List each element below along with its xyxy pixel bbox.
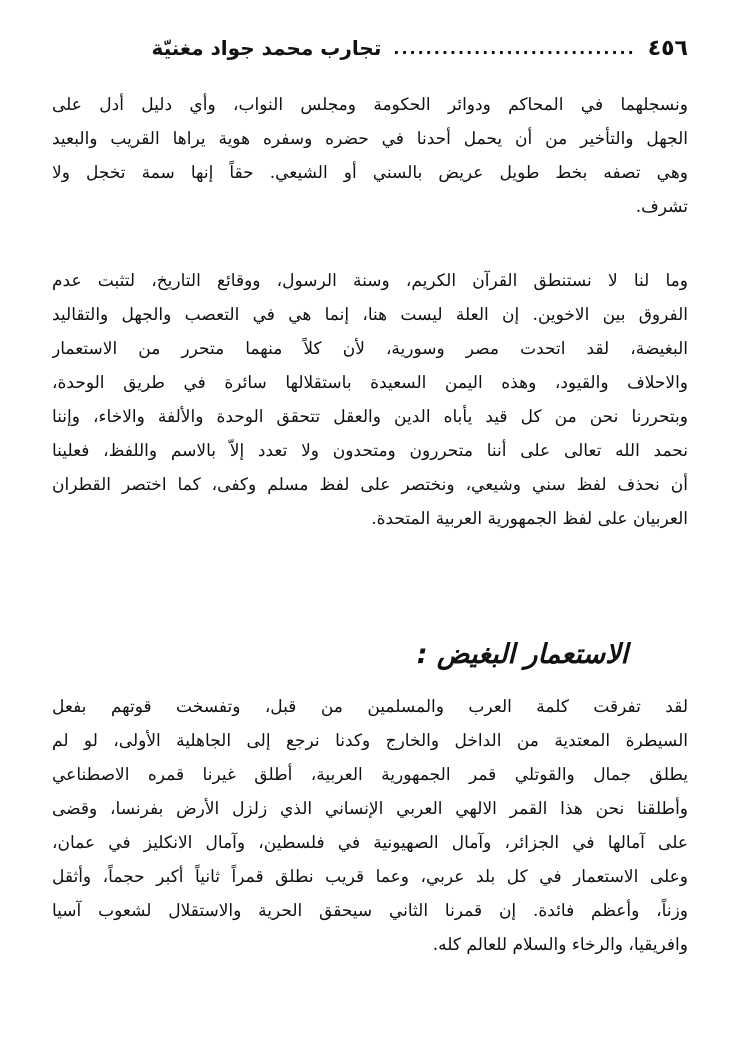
text-line: الفروق بين الاخوين. إن العلة ليست هنا، إنما هي في التعصب والجهل والتقاليد <box>52 305 688 325</box>
text-line: على آمالها في الجزائر، وآمال الصهيونية في فلسطين، وآمال الانكليز في عمان، <box>52 833 688 853</box>
paragraph-2 <box>52 264 688 536</box>
text-line: والاحلاف والقيود، وهذه اليمن السعيدة باستقلالها سائرة في طريق الوحدة، <box>52 373 688 393</box>
text-line: وزناً، وأعظم فائدة. إن قمرنا الثاني سيحقق الحرية والاستقلال لشعوب آسيا <box>52 901 688 921</box>
page-header <box>36 30 688 66</box>
text-line: ونسجلهما في المحاكم ودوائر الحكومة ومجلس النواب، وأي دليل أدل على <box>52 95 688 115</box>
text-line: يطلق جمال والقوتلي قمر الجمهورية العربية، أطلق غيرنا قمره الاصطناعي <box>52 765 688 785</box>
text-line: لقد تفرقت كلمة العرب والمسلمين من قبل، وتفسخت قوتهم بفعل <box>52 697 688 717</box>
header-leader-dots: .............................. <box>393 38 636 58</box>
running-title: تجارب محمد جواد مغنيّة <box>151 36 382 60</box>
text-line: وعلى الاستعمار في كل بلد عربي، وعما قريب نطلق قمراً ثانياً أكبر حجماً، وأثقل <box>52 867 688 887</box>
text-line: السيطرة المعتدية من الداخل والخارج وكدنا نرجع إلى الجاهلية الأولى، لو لم <box>52 731 688 751</box>
text-line: وأطلقنا نحن هذا القمر الالهي العربي الإنساني الذي زلزل الأرض بفرنسا، وقضى <box>52 799 688 819</box>
section-heading: الاستعمار البغيض : <box>416 639 628 670</box>
text-line: نحمد الله تعالى على أننا متحررون ومتحدون ولا تعدد إلاّ بالاسم واللفظ، فعلينا <box>52 441 688 461</box>
text-line: العربيان على لفظ الجمهورية العربية المتحدة. <box>371 509 688 529</box>
paragraph-1 <box>52 88 688 224</box>
text-line: وما لنا لا نستنطق القرآن الكريم، وسنة الرسول، ووقائع التاريخ، لتثبت عدم <box>52 271 688 291</box>
text-line: وافريقيا، والرخاء والسلام للعالم كله. <box>432 935 688 955</box>
page-number: ٤٥٦ <box>647 35 688 61</box>
text-line: وبتحررنا نحن من كل قيد يأباه الدين والعقل تتحقق الوحدة والألفة والاخاء، وإننا <box>52 407 688 427</box>
section-paragraph <box>52 690 688 962</box>
text-line: تشرف. <box>635 197 688 217</box>
text-line: البغيضة، لقد اتحدت مصر وسورية، لأن كلاً منهما متحرر من الاستعمار <box>52 339 688 359</box>
text-line: أن نحذف لفظ سني وشيعي، ونختصر على لفظ مسلم وكفى، كما اختصر القطران <box>52 475 688 495</box>
text-line: وهي تصفه بخط طويل عريض بالسني أو الشيعي. حقاً إنها سمة تخجل ولا <box>52 163 688 183</box>
text-line: الجهل والتأخير من أن يحمل أحدنا في حضره وسفره هوية يراها القريب والبعيد <box>52 129 688 149</box>
